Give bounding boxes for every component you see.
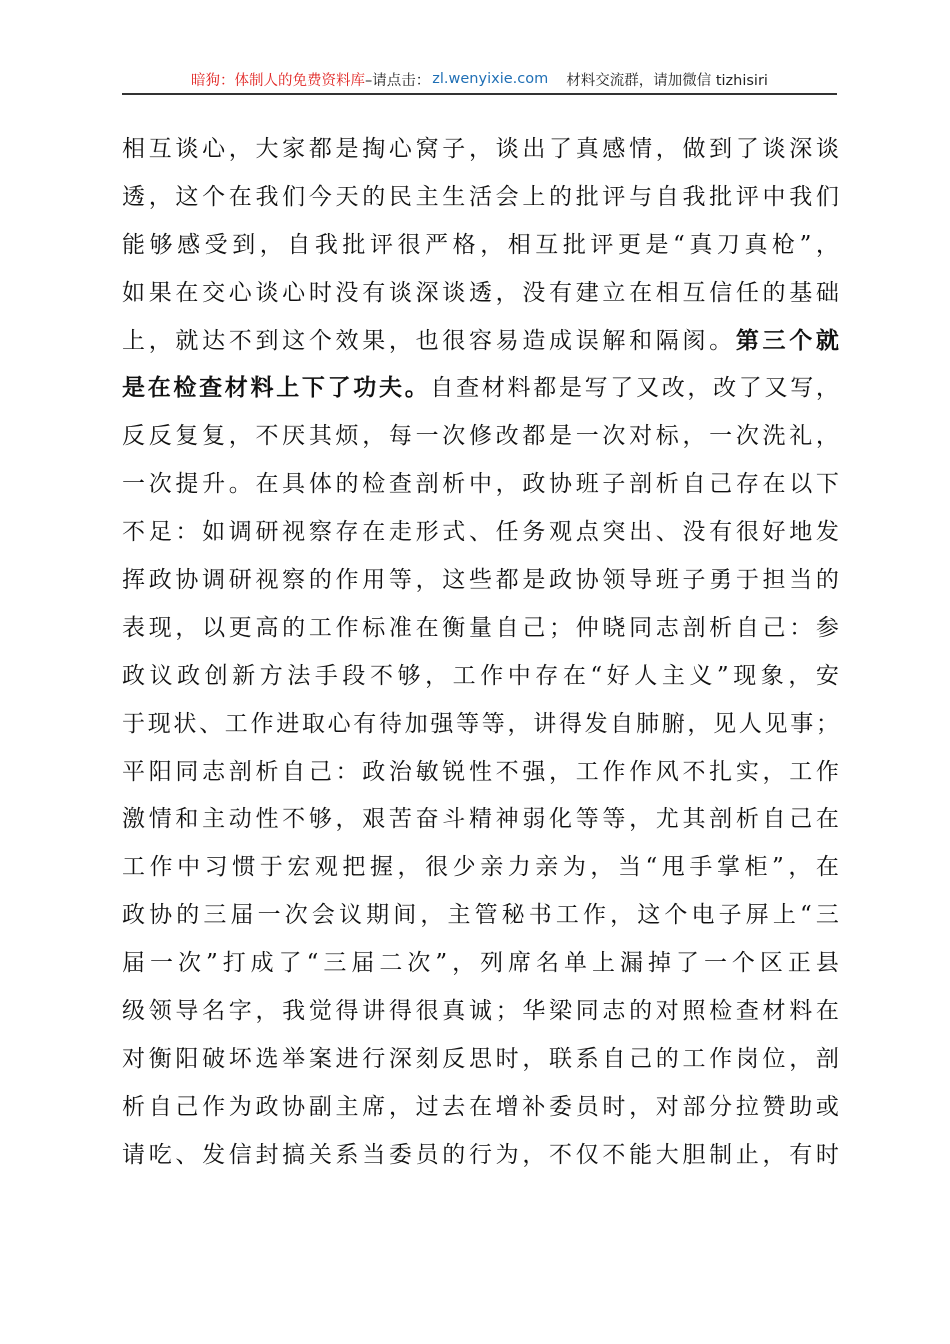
text-line: 能够感受到，自我批评很严格，相互批评更是“真刀真枪”，: [122, 231, 840, 258]
document-body: [122, 126, 840, 1180]
header-brand: 暗狗：体制人的免费资料库: [191, 72, 366, 89]
text-line: 政议政创新方法手段不够，工作中存在“好人主义”现象，安: [122, 662, 840, 689]
text-line: [122, 365, 840, 413]
header-link[interactable]: zl.wenyixie.com: [432, 71, 549, 87]
bold-heading-text: 第三个就: [735, 327, 840, 354]
text-line: 不足：如调研视察存在走形式、任务观点突出、没有很好地发: [122, 519, 840, 546]
text-line: 相互谈心，大家都是掏心窝子，谈出了真感情，做到了谈深谈: [122, 136, 840, 162]
text-line: 对衡阳破坏选举案进行深刻反思时，联系自己的工作岗位，剖: [122, 1045, 840, 1072]
header-divider: [122, 93, 837, 95]
text-line: [122, 318, 840, 366]
text-span: 自查材料都是写了又改，改了又写，: [430, 375, 840, 402]
text-span: 上，就达不到这个效果，也很容易造成误解和隔阂。: [122, 327, 736, 354]
text-line: 透，这个在我们今天的民主生活会上的批评与自我批评中我们: [122, 183, 840, 210]
header-contact: 材料交流群，请加微信 tizhisiri: [566, 72, 768, 89]
text-line: 于现状、工作进取心有待加强等等，讲得发自肺腑，见人见事；: [122, 710, 840, 737]
text-line: 请吃、发信封搞关系当委员的行为，不仅不能大胆制止，有时: [122, 1141, 840, 1168]
text-line: 平阳同志剖析自己：政治敏锐性不强，工作作风不扎实，工作: [122, 758, 840, 785]
text-line: 一次提升。在具体的检查剖析中，政协班子剖析自己存在以下: [122, 471, 840, 498]
header-prompt: –请点击：: [365, 72, 431, 89]
text-line: 政协的三届一次会议期间，主管秘书工作，这个电子屏上“三: [122, 902, 840, 929]
text-line: 反反复复，不厌其烦，每一次修改都是一次对标，一次洗礼，: [122, 423, 840, 450]
text-line: 届一次”打成了“三届二次”，列席名单上漏掉了一个区正县: [122, 950, 840, 977]
bold-heading-text: 是在检查材料上下了功夫。: [122, 375, 431, 402]
text-line: 挥政协调研视察的作用等，这些都是政协领导班子勇于担当的: [122, 567, 840, 594]
text-line: 级领导名字，我觉得讲得很真诚；华梁同志的对照检查材料在: [122, 998, 840, 1025]
text-line: 如果在交心谈心时没有谈深谈透，没有建立在相互信任的基础: [122, 279, 840, 306]
text-line: 工作中习惯于宏观把握，很少亲力亲为，当“甩手掌柜”，在: [122, 854, 840, 881]
text-line: 析自己作为政协副主席，过去在增补委员时，对部分拉赞助或: [122, 1093, 840, 1120]
page-header: [122, 66, 837, 92]
text-line: 表现，以更高的工作标准在衡量自己；仲晓同志剖析自己：参: [122, 614, 840, 641]
text-line: 激情和主动性不够，艰苦奋斗精神弱化等等，尤其剖析自己在: [122, 806, 840, 833]
